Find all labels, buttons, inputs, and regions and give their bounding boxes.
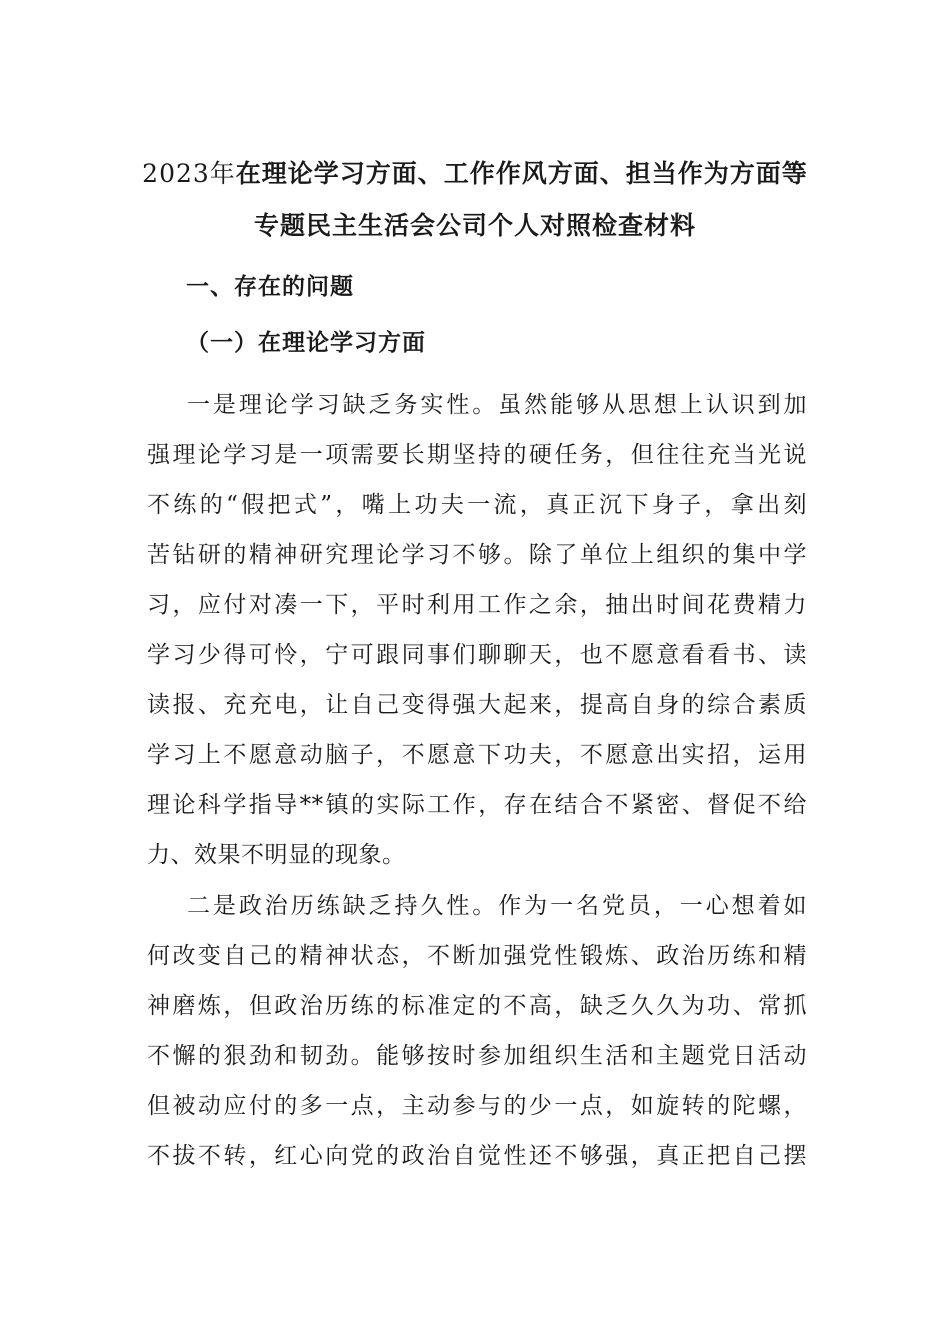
title-text-1: 在理论学习方面、工作作风方面、担当作为方面等 [235, 159, 808, 188]
paragraph-line: 力、效果不明显的现象。 [147, 842, 406, 868]
paragraph-line: 学习上不愿意动脑子，不愿意下功夫，不愿意出实招，运用 [147, 742, 807, 768]
paragraph-line: 神磨炼，但政治历练的标准定的不高，缺乏久久为功、常抓 [147, 993, 807, 1019]
paragraph-line: 学习少得可怜，宁可跟同事们聊聊天，也不愿意看看书、读 [147, 642, 807, 668]
title-year: 2023年 [142, 159, 236, 188]
subsection-heading: （一）在理论学习方面 [186, 329, 426, 356]
paragraph-line: 不拔不转，红心向党的政治自觉性还不够强，真正把自己摆 [147, 1143, 807, 1169]
document-title-line-1 [100, 156, 850, 192]
paragraph-line: 强理论学习是一项需要长期坚持的硬任务，但往往充当光说 [147, 442, 807, 468]
paragraph-1 [147, 380, 807, 880]
paragraph-line: 不懈的狠劲和韧劲。能够按时参加组织生活和主题党日活动 [147, 1043, 807, 1069]
paragraph-line: 读报、充充电，让自己变得强大起来，提高自身的综合素质 [147, 692, 807, 718]
paragraph-line: 但被动应付的多一点，主动参与的少一点，如旋转的陀螺， [147, 1093, 807, 1119]
document-title-line-2: 专题民主生活会公司个人对照检查材料 [253, 211, 696, 240]
paragraph-line: 习，应付对凑一下，平时利用工作之余，抽出时间花费精力 [147, 592, 807, 618]
paragraph-line: 理论科学指导**镇的实际工作，存在结合不紧密、督促不给 [147, 792, 807, 818]
section-heading: 一、存在的问题 [186, 273, 354, 300]
paragraph-2 [147, 881, 807, 1181]
paragraph-line: 二是政治历练缺乏持久性。作为一名党员，一心想着如 [187, 893, 807, 919]
paragraph-line: 何改变自己的精神状态，不断加强党性锻炼、政治历练和精 [147, 943, 807, 969]
paragraph-line: 苦钻研的精神研究理论学习不够。除了单位上组织的集中学 [147, 542, 807, 568]
paragraph-line: 不练的“假把式”，嘴上功夫一流，真正沉下身子，拿出刻 [147, 492, 807, 518]
paragraph-line: 一是理论学习缺乏务实性。虽然能够从思想上认识到加 [187, 392, 807, 418]
